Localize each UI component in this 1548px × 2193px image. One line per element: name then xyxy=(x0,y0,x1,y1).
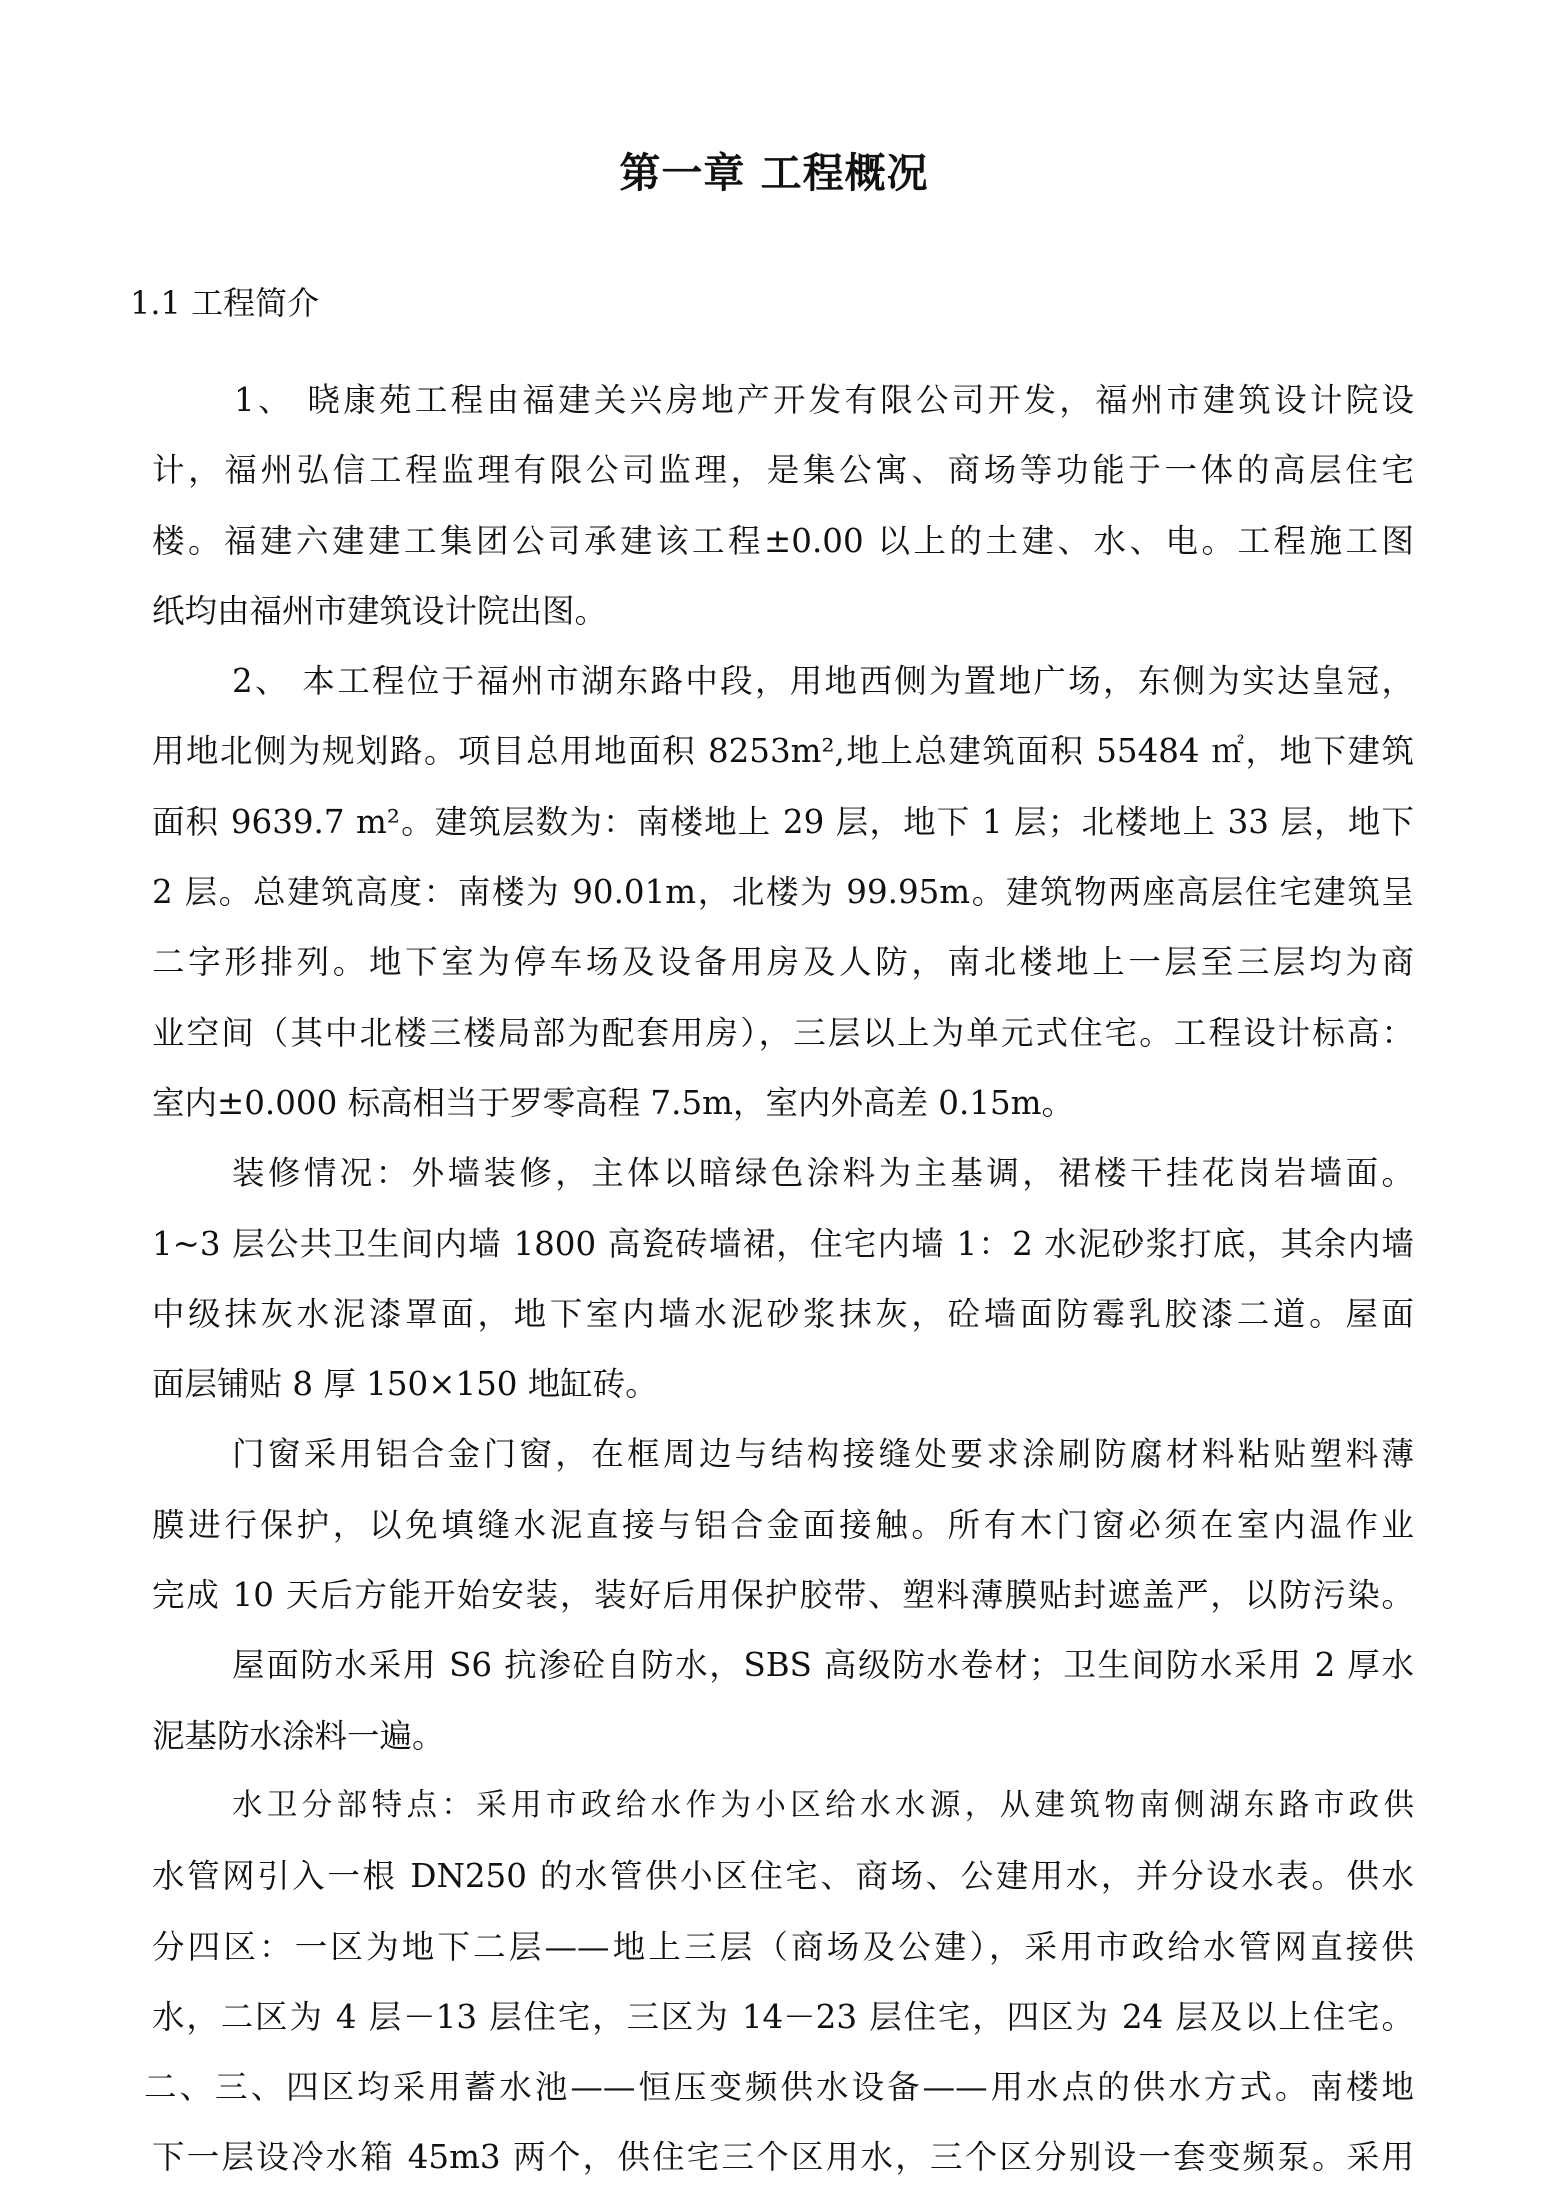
body-text xyxy=(144,365,1414,2193)
paragraph-line: 面积 9639.7 m²。建筑层数为：南楼地上 29 层，地下 1 层；北楼地上 33 层，地下 xyxy=(152,802,1414,841)
paragraph-line: 用地北侧为规划路。项目总用地面积 8253m²,地上总建筑面积 55484 ㎡，地下建筑 xyxy=(152,732,1414,771)
chapter-title: 第一章 工程概况 xyxy=(619,149,929,197)
paragraph-line: 业空间（其中北楼三楼局部为配套用房），三层以上为单元式住宅。工程设计标高： xyxy=(152,1013,1414,1052)
paragraph-line: 中级抹灰水泥漆罩面，地下室内墙水泥砂浆抹灰，砼墙面防霉乳胶漆二道。屋面 xyxy=(152,1294,1414,1333)
section-heading: 1.1 工程简介 xyxy=(130,284,320,322)
paragraph-line: 完成 10 天后方能开始安装，装好后用保护胶带、塑料薄膜贴封遮盖严，以防污染。 xyxy=(152,1576,1414,1615)
paragraph-line: 计，福州弘信工程监理有限公司监理，是集公寓、商场等功能于一体的高层住宅 xyxy=(152,451,1414,490)
paragraph-line: 水，二区为 4 层－13 层住宅，三区为 14－23 层住宅，四区为 24 层及以上住宅。 xyxy=(152,1997,1414,2036)
paragraph-line: 膜进行保护，以免填缝水泥直接与铝合金面接触。所有木门窗必须在室内温作业 xyxy=(152,1505,1414,1544)
paragraph-line: 下一层设冷水箱 45m3 两个，供住宅三个区用水，三个区分别设一套变频泵。采用 xyxy=(152,2138,1414,2177)
paragraph-line: 泥基防水涂料一遍。 xyxy=(152,1716,445,1755)
paragraph-line: 门窗采用铝合金门窗，在框周边与结构接缝处要求涂刷防腐材料粘贴塑料薄 xyxy=(232,1435,1414,1474)
paragraph-line: 水管网引入一根 DN250 的水管供小区住宅、商场、公建用水，并分设水表。供水 xyxy=(152,1857,1414,1896)
paragraph-line: 屋面防水采用 S6 抗渗砼自防水，SBS 高级防水卷材；卫生间防水采用 2 厚水 xyxy=(232,1646,1414,1685)
paragraph-line: 1~3 层公共卫生间内墙 1800 高瓷砖墙裙，住宅内墙 1：2 水泥砂浆打底，其余内墙 xyxy=(152,1224,1414,1263)
paragraph-line: 1、 晓康苑工程由福建关兴房地产开发有限公司开发，福州市建筑设计院设 xyxy=(234,381,1414,419)
paragraph-line: 面层铺贴 8 厚 150×150 地缸砖。 xyxy=(152,1365,658,1404)
paragraph-line: 水卫分部特点：采用市政给水作为小区给水水源，从建筑物南侧湖东路市政供 xyxy=(232,1787,1414,1823)
paragraph-line: 2、 本工程位于福州市湖东路中段，用地西侧为置地广场，东侧为实达皇冠， xyxy=(232,662,1414,701)
paragraph-line: 楼。福建六建建工集团公司承建该工程±0.00 以上的土建、水、电。工程施工图 xyxy=(152,521,1414,560)
paragraph-line: 室内±0.000 标高相当于罗零高程 7.5m，室内外高差 0.15m。 xyxy=(152,1083,1074,1122)
paragraph-line: 装修情况：外墙装修，主体以暗绿色涂料为主基调，裙楼干挂花岗岩墙面。 xyxy=(232,1154,1414,1193)
paragraph-line: 纸均由福州市建筑设计院出图。 xyxy=(152,591,608,630)
paragraph-line: 2 层。总建筑高度：南楼为 90.01m，北楼为 99.95m。建筑物两座高层住宅建筑呈 xyxy=(152,873,1414,912)
paragraph-line: 二、三、四区均采用蓄水池——恒压变频供水设备——用水点的供水方式。南楼地 xyxy=(144,2068,1414,2107)
paragraph-line: 二字形排列。地下室为停车场及设备用房及人防，南北楼地上一层至三层均为商 xyxy=(152,943,1414,982)
paragraph-line: 分四区：一区为地下二层——地上三层（商场及公建），采用市政给水管网直接供 xyxy=(152,1927,1414,1966)
